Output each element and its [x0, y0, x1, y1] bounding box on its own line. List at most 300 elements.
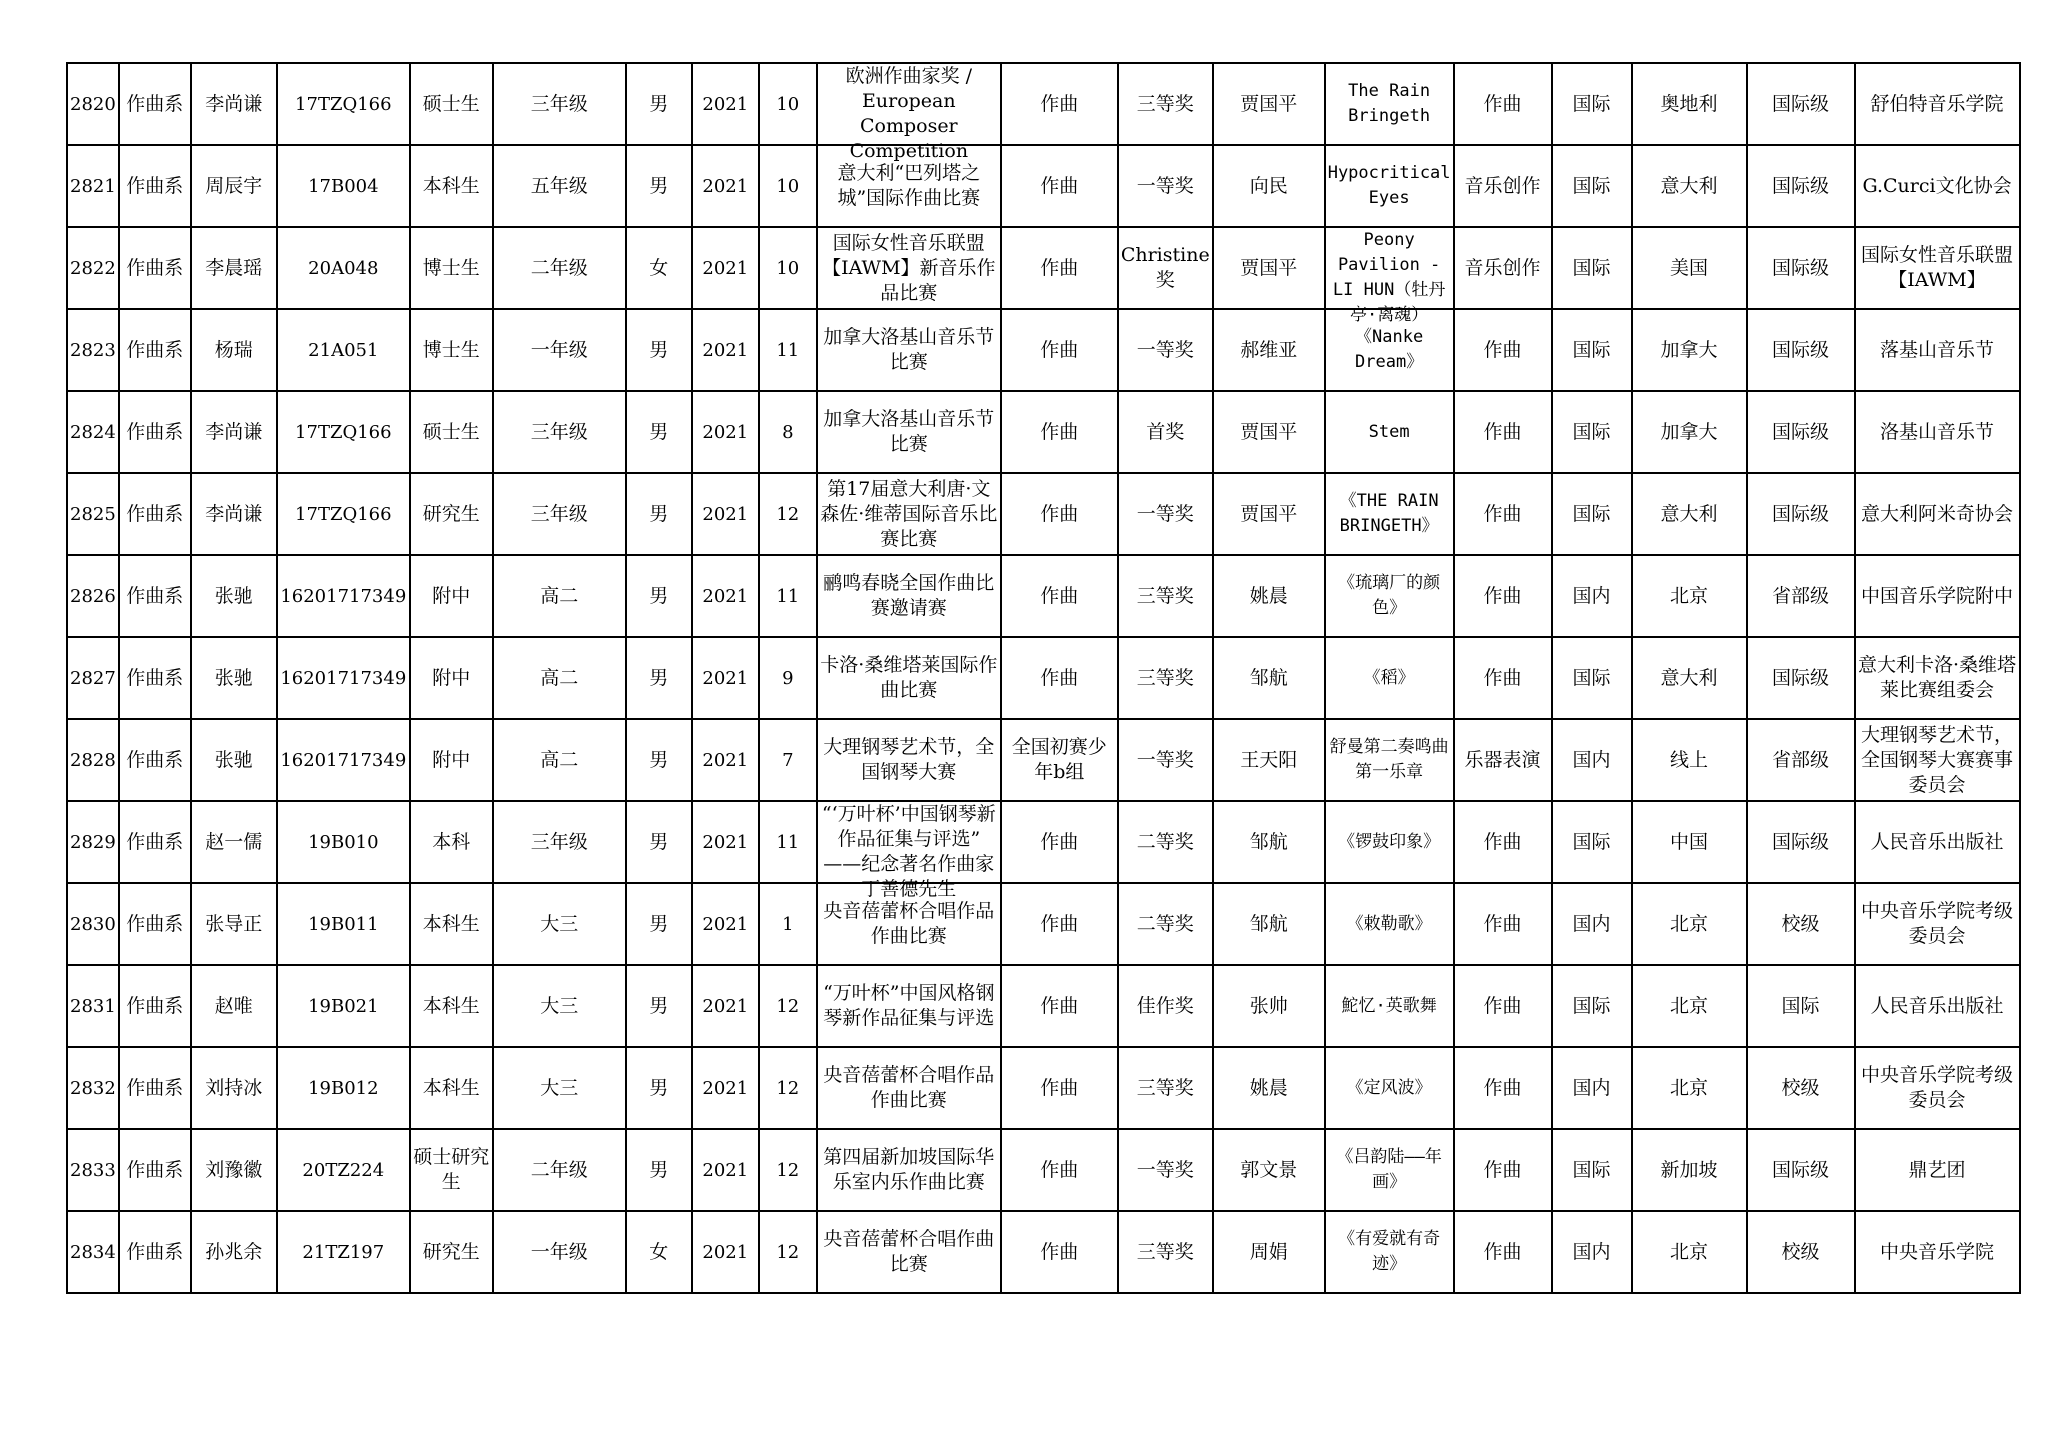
student-name-cell [191, 555, 277, 637]
work-title-cell-text: 《Nanke Dream》 [1355, 327, 1424, 372]
row-number-cell [67, 801, 119, 883]
department-cell-text: 作曲系 [126, 174, 184, 197]
student-id-cell-text: 19B011 [308, 913, 379, 935]
category-cell-text: 作曲 [1483, 1076, 1522, 1099]
student-id-cell [277, 391, 410, 473]
award-cell-text: 一等奖 [1136, 748, 1194, 771]
gender-cell [626, 555, 692, 637]
rank-level-cell-text: 国际级 [1772, 92, 1830, 115]
table-row [67, 555, 2020, 637]
location-cell-text: 意大利 [1660, 174, 1718, 197]
organizer-cell [1855, 1047, 2020, 1129]
award-cell [1118, 801, 1213, 883]
organizer-cell-text: 中央音乐学院 [1880, 1240, 1995, 1263]
rank-level-cell-text: 国际级 [1772, 666, 1830, 689]
grade-cell-text: 大三 [540, 994, 579, 1017]
category-cell-text: 作曲 [1483, 912, 1522, 935]
department-cell-text: 作曲系 [126, 256, 184, 279]
degree-level-cell [410, 555, 493, 637]
degree-level-cell [410, 473, 493, 555]
location-cell-text: 美国 [1670, 256, 1709, 279]
scope-cell [1552, 391, 1632, 473]
student-name-cell [191, 1129, 277, 1211]
location-cell-text: 加拿大 [1660, 420, 1718, 443]
student-name-cell [191, 965, 277, 1047]
competition-group-cell-text: 全国初赛少年b组 [1011, 736, 1107, 783]
degree-level-cell-text: 博士生 [422, 338, 480, 361]
row-number-cell [67, 883, 119, 965]
department-cell-text: 作曲系 [126, 994, 184, 1017]
degree-level-cell [410, 719, 493, 801]
student-id-cell-text: 21TZ197 [302, 1241, 385, 1263]
category-cell-text: 作曲 [1483, 584, 1522, 607]
teacher-cell-text: 邹航 [1249, 666, 1288, 689]
student-name-cell-text: 张驰 [214, 748, 253, 771]
year-cell-text: 2021 [702, 503, 749, 525]
row-number-cell [67, 1211, 119, 1293]
competition-group-cell [1001, 473, 1118, 555]
table-row [67, 309, 2020, 391]
competition-name-cell [817, 1129, 1001, 1211]
competition-name-cell [817, 801, 1001, 900]
department-cell-text: 作曲系 [126, 666, 184, 689]
scope-cell-text: 国际 [1572, 338, 1611, 361]
student-id-cell [277, 555, 410, 637]
category-cell-text: 音乐创作 [1464, 174, 1541, 197]
gender-cell-text: 男 [649, 584, 669, 607]
scope-cell-text: 国内 [1572, 1240, 1611, 1263]
row-number-cell-text: 2834 [70, 1241, 116, 1263]
competition-name-cell [817, 637, 1001, 719]
organizer-cell [1855, 801, 2020, 883]
gender-cell [626, 145, 692, 227]
competition-name-cell [817, 555, 1001, 637]
student-name-cell [191, 145, 277, 227]
competition-group-cell-text: 作曲 [1040, 92, 1079, 115]
scope-cell [1552, 719, 1632, 801]
month-cell-text: 8 [782, 421, 794, 443]
grade-cell [493, 719, 626, 801]
department-cell [119, 637, 191, 719]
year-cell [692, 1211, 759, 1293]
degree-level-cell-text: 本科生 [422, 1076, 480, 1099]
month-cell-text: 11 [776, 585, 800, 607]
grade-cell-text: 三年级 [530, 420, 588, 443]
row-number-cell-text: 2823 [70, 339, 116, 361]
location-cell-text: 加拿大 [1660, 338, 1718, 361]
teacher-cell [1213, 63, 1325, 145]
gender-cell-text: 男 [649, 502, 669, 525]
award-cell [1118, 1129, 1213, 1211]
grade-cell-text: 大三 [540, 1076, 579, 1099]
month-cell [759, 1129, 817, 1211]
department-cell [119, 555, 191, 637]
student-name-cell-text: 杨瑞 [214, 338, 253, 361]
gender-cell [626, 473, 692, 555]
year-cell [692, 309, 759, 391]
teacher-cell [1213, 145, 1325, 227]
competition-name-cell [817, 391, 1001, 473]
teacher-cell-text: 姚晨 [1249, 584, 1288, 607]
scope-cell [1552, 1211, 1632, 1293]
location-cell-text: 意大利 [1660, 666, 1718, 689]
degree-level-cell-text: 本科 [432, 830, 471, 853]
year-cell-text: 2021 [702, 995, 749, 1017]
degree-level-cell-text: 研究生 [422, 1240, 480, 1263]
student-name-cell [191, 473, 277, 555]
grade-cell-text: 三年级 [530, 92, 588, 115]
scope-cell-text: 国际 [1572, 174, 1611, 197]
teacher-cell [1213, 801, 1325, 883]
organizer-cell-text: 中国音乐学院附中 [1861, 584, 2014, 607]
student-name-cell [191, 391, 277, 473]
gender-cell [626, 801, 692, 883]
category-cell-text: 乐器表演 [1464, 748, 1541, 771]
work-title-cell [1325, 801, 1454, 883]
grade-cell-text: 二年级 [530, 1158, 588, 1181]
competition-group-cell-text: 作曲 [1040, 1076, 1079, 1099]
organizer-cell-text: 人民音乐出版社 [1870, 830, 2004, 853]
location-cell [1632, 227, 1747, 309]
student-name-cell [191, 63, 277, 145]
department-cell-text: 作曲系 [126, 1240, 184, 1263]
student-name-cell-text: 张导正 [205, 912, 263, 935]
gender-cell-text: 男 [649, 92, 669, 115]
month-cell [759, 145, 817, 227]
department-cell [119, 145, 191, 227]
location-cell [1632, 801, 1747, 883]
category-cell-text: 作曲 [1483, 338, 1522, 361]
student-name-cell [191, 1047, 277, 1129]
degree-level-cell [410, 883, 493, 965]
student-id-cell [277, 227, 410, 309]
organizer-cell [1855, 309, 2020, 391]
student-name-cell-text: 周辰宇 [205, 174, 263, 197]
rank-level-cell-text: 国际 [1781, 994, 1820, 1017]
award-cell [1118, 1047, 1213, 1129]
award-cell-text: 一等奖 [1136, 174, 1194, 197]
grade-cell [493, 801, 626, 883]
competition-name-cell-text: 第17届意大利唐·文森佐·维蒂国际音乐比赛比赛 [820, 477, 998, 550]
degree-level-cell-text: 本科生 [422, 174, 480, 197]
row-number-cell [67, 145, 119, 227]
student-id-cell [277, 1047, 410, 1129]
month-cell-text: 12 [776, 503, 800, 525]
competition-group-cell [1001, 145, 1118, 227]
award-cell-text: 三等奖 [1136, 1240, 1194, 1263]
year-cell-text: 2021 [702, 1159, 749, 1181]
category-cell [1454, 1211, 1552, 1293]
category-cell-text: 作曲 [1483, 420, 1522, 443]
gender-cell [626, 63, 692, 145]
student-name-cell-text: 张驰 [214, 584, 253, 607]
teacher-cell-text: 贾国平 [1240, 420, 1298, 443]
location-cell-text: 意大利 [1660, 502, 1718, 525]
scope-cell [1552, 309, 1632, 391]
organizer-cell-text: 国际女性音乐联盟【IAWM】 [1861, 244, 2014, 291]
month-cell-text: 12 [776, 995, 800, 1017]
grade-cell [493, 883, 626, 965]
teacher-cell-text: 贾国平 [1240, 256, 1298, 279]
category-cell [1454, 883, 1552, 965]
degree-level-cell [410, 227, 493, 309]
department-cell-text: 作曲系 [126, 420, 184, 443]
work-title-cell [1325, 1129, 1454, 1211]
award-cell-text: 三等奖 [1136, 92, 1194, 115]
teacher-cell [1213, 473, 1325, 555]
award-cell [1118, 1211, 1213, 1293]
row-number-cell-text: 2829 [70, 831, 116, 853]
month-cell [759, 637, 817, 719]
competition-name-cell-text: 央音蓓蕾杯合唱作曲比赛 [823, 1228, 995, 1275]
work-title-cell-text: 《稻》 [1363, 667, 1415, 688]
row-number-cell-text: 2821 [70, 175, 116, 197]
rank-level-cell-text: 省部级 [1772, 748, 1830, 771]
competition-group-cell [1001, 1129, 1118, 1211]
work-title-cell [1325, 1047, 1454, 1129]
year-cell-text: 2021 [702, 585, 749, 607]
location-cell-text: 线上 [1670, 748, 1709, 771]
student-id-cell-text: 20A048 [308, 257, 379, 279]
award-cell [1118, 555, 1213, 637]
month-cell-text: 12 [776, 1241, 800, 1263]
competition-name-cell-text: “‘万叶杯’中国钢琴新作品征集与评选” ——纪念著名作曲家丁善德先生 [821, 803, 996, 900]
rank-level-cell [1747, 309, 1855, 391]
organizer-cell-text: 意大利卡洛·桑维塔莱比赛组委会 [1858, 654, 2017, 701]
department-cell [119, 965, 191, 1047]
organizer-cell [1855, 637, 2020, 719]
grade-cell [493, 145, 626, 227]
work-title-cell [1325, 391, 1454, 473]
gender-cell [626, 1211, 692, 1293]
row-number-cell-text: 2832 [70, 1077, 116, 1099]
month-cell [759, 473, 817, 555]
scope-cell-text: 国际 [1572, 92, 1611, 115]
competition-name-cell [817, 719, 1001, 801]
degree-level-cell [410, 63, 493, 145]
scope-cell [1552, 637, 1632, 719]
rank-level-cell-text: 国际级 [1772, 502, 1830, 525]
competition-name-cell [817, 1211, 1001, 1293]
grade-cell-text: 高二 [540, 748, 579, 771]
year-cell [692, 719, 759, 801]
student-id-cell [277, 63, 410, 145]
location-cell-text: 奥地利 [1660, 92, 1718, 115]
student-name-cell [191, 883, 277, 965]
month-cell-text: 10 [776, 257, 800, 279]
grade-cell [493, 1129, 626, 1211]
student-name-cell [191, 309, 277, 391]
table-row [67, 883, 2020, 965]
award-cell [1118, 145, 1213, 227]
row-number-cell [67, 227, 119, 309]
competition-name-cell-text: “万叶杯”中国风格钢琴新作品征集与评选 [823, 982, 995, 1029]
teacher-cell-text: 贾国平 [1240, 502, 1298, 525]
row-number-cell [67, 965, 119, 1047]
work-title-cell [1325, 227, 1454, 325]
table-row [67, 63, 2020, 145]
teacher-cell-text: 周娟 [1249, 1240, 1288, 1263]
competition-name-cell-text: 意大利“巴列塔之城”国际作曲比赛 [837, 162, 981, 209]
category-cell-text: 作曲 [1483, 666, 1522, 689]
work-title-cell-text: 《锣鼓印象》 [1338, 831, 1441, 852]
category-cell [1454, 1129, 1552, 1211]
month-cell [759, 883, 817, 965]
teacher-cell [1213, 1211, 1325, 1293]
award-cell-text: 一等奖 [1136, 1158, 1194, 1181]
row-number-cell [67, 391, 119, 473]
year-cell-text: 2021 [702, 339, 749, 361]
organizer-cell-text: 意大利阿米奇协会 [1861, 502, 2014, 525]
teacher-cell [1213, 309, 1325, 391]
rank-level-cell-text: 校级 [1781, 1240, 1820, 1263]
organizer-cell-text: 人民音乐出版社 [1870, 994, 2004, 1017]
work-title-cell [1325, 637, 1454, 719]
table-row [67, 473, 2020, 555]
scope-cell-text: 国际 [1572, 994, 1611, 1017]
organizer-cell [1855, 1211, 2020, 1293]
competition-group-cell-text: 作曲 [1040, 912, 1079, 935]
year-cell-text: 2021 [702, 1241, 749, 1263]
row-number-cell-text: 2825 [70, 503, 116, 525]
year-cell [692, 227, 759, 309]
row-number-cell [67, 63, 119, 145]
grade-cell [493, 965, 626, 1047]
grade-cell-text: 一年级 [530, 338, 588, 361]
teacher-cell-text: 姚晨 [1249, 1076, 1288, 1099]
organizer-cell-text: 鼎艺团 [1908, 1158, 1966, 1181]
category-cell [1454, 801, 1552, 883]
degree-level-cell-text: 硕士生 [422, 420, 480, 443]
student-id-cell-text: 20TZ224 [302, 1159, 385, 1181]
category-cell [1454, 63, 1552, 145]
year-cell [692, 637, 759, 719]
row-number-cell-text: 2828 [70, 749, 116, 771]
competition-group-cell-text: 作曲 [1040, 420, 1079, 443]
grade-cell [493, 473, 626, 555]
student-name-cell-text: 刘持冰 [205, 1076, 263, 1099]
year-cell [692, 801, 759, 883]
category-cell [1454, 637, 1552, 719]
rank-level-cell [1747, 1129, 1855, 1211]
student-id-cell-text: 16201717349 [280, 585, 407, 607]
scope-cell [1552, 965, 1632, 1047]
degree-level-cell-text: 附中 [432, 748, 471, 771]
teacher-cell [1213, 637, 1325, 719]
teacher-cell [1213, 965, 1325, 1047]
work-title-cell [1325, 965, 1454, 1047]
award-cell [1118, 473, 1213, 555]
competition-group-cell [1001, 227, 1118, 309]
gender-cell [626, 1047, 692, 1129]
scope-cell-text: 国际 [1572, 256, 1611, 279]
student-id-cell [277, 719, 410, 801]
teacher-cell-text: 郭文景 [1240, 1158, 1298, 1181]
gender-cell-text: 男 [649, 748, 669, 771]
student-name-cell-text: 赵唯 [214, 994, 253, 1017]
year-cell-text: 2021 [702, 421, 749, 443]
month-cell [759, 719, 817, 801]
work-title-cell-text: 《琉璃厂的颜色》 [1338, 573, 1441, 618]
department-cell [119, 309, 191, 391]
teacher-cell-text: 王天阳 [1240, 748, 1298, 771]
award-cell-text: 一等奖 [1136, 502, 1194, 525]
work-title-cell [1325, 1211, 1454, 1293]
award-cell [1118, 637, 1213, 719]
competition-name-cell-text: 鹂鸣春晓全国作曲比赛邀请赛 [823, 572, 995, 619]
organizer-cell [1855, 1129, 2020, 1211]
competition-name-cell-text: 加拿大洛基山音乐节比赛 [823, 326, 995, 373]
month-cell [759, 63, 817, 145]
organizer-cell-text: 洛基山音乐节 [1880, 420, 1995, 443]
student-name-cell-text: 李尚谦 [205, 502, 263, 525]
organizer-cell [1855, 63, 2020, 145]
month-cell [759, 1047, 817, 1129]
department-cell [119, 1129, 191, 1211]
gender-cell-text: 男 [649, 830, 669, 853]
month-cell-text: 11 [776, 831, 800, 853]
scope-cell [1552, 801, 1632, 883]
year-cell-text: 2021 [702, 1077, 749, 1099]
degree-level-cell-text: 博士生 [422, 256, 480, 279]
work-title-cell [1325, 883, 1454, 965]
competition-group-cell-text: 作曲 [1040, 1240, 1079, 1263]
rank-level-cell [1747, 391, 1855, 473]
degree-level-cell [410, 1129, 493, 1211]
competition-group-cell [1001, 637, 1118, 719]
student-name-cell [191, 719, 277, 801]
degree-level-cell-text: 本科生 [422, 912, 480, 935]
gender-cell-text: 男 [649, 1158, 669, 1181]
work-title-cell-text: 《THE RAIN BRINGETH》 [1339, 491, 1439, 536]
category-cell [1454, 1047, 1552, 1129]
grade-cell-text: 三年级 [530, 830, 588, 853]
department-cell [119, 473, 191, 555]
scope-cell-text: 国际 [1572, 420, 1611, 443]
grade-cell [493, 227, 626, 309]
category-cell [1454, 473, 1552, 555]
year-cell-text: 2021 [702, 93, 749, 115]
scope-cell-text: 国际 [1572, 502, 1611, 525]
grade-cell-text: 一年级 [530, 1240, 588, 1263]
department-cell [119, 63, 191, 145]
rank-level-cell [1747, 473, 1855, 555]
competition-group-cell [1001, 965, 1118, 1047]
grade-cell [493, 555, 626, 637]
gender-cell-text: 男 [649, 1076, 669, 1099]
department-cell-text: 作曲系 [126, 584, 184, 607]
student-id-cell-text: 19B021 [308, 995, 379, 1017]
teacher-cell [1213, 1047, 1325, 1129]
gender-cell-text: 男 [649, 338, 669, 361]
organizer-cell-text: 大理钢琴艺术节，全国钢琴大赛赛事委员会 [1861, 723, 2014, 796]
department-cell-text: 作曲系 [126, 748, 184, 771]
student-id-cell [277, 801, 410, 883]
grade-cell [493, 637, 626, 719]
teacher-cell [1213, 883, 1325, 965]
year-cell [692, 391, 759, 473]
teacher-cell-text: 贾国平 [1240, 92, 1298, 115]
competition-group-cell [1001, 63, 1118, 145]
department-cell [119, 391, 191, 473]
department-cell [119, 719, 191, 801]
organizer-cell [1855, 555, 2020, 637]
category-cell-text: 音乐创作 [1464, 256, 1541, 279]
grade-cell-text: 二年级 [530, 256, 588, 279]
teacher-cell-text: 邹航 [1249, 912, 1288, 935]
table-row [67, 1211, 2020, 1293]
student-name-cell-text: 李晨瑶 [205, 256, 263, 279]
